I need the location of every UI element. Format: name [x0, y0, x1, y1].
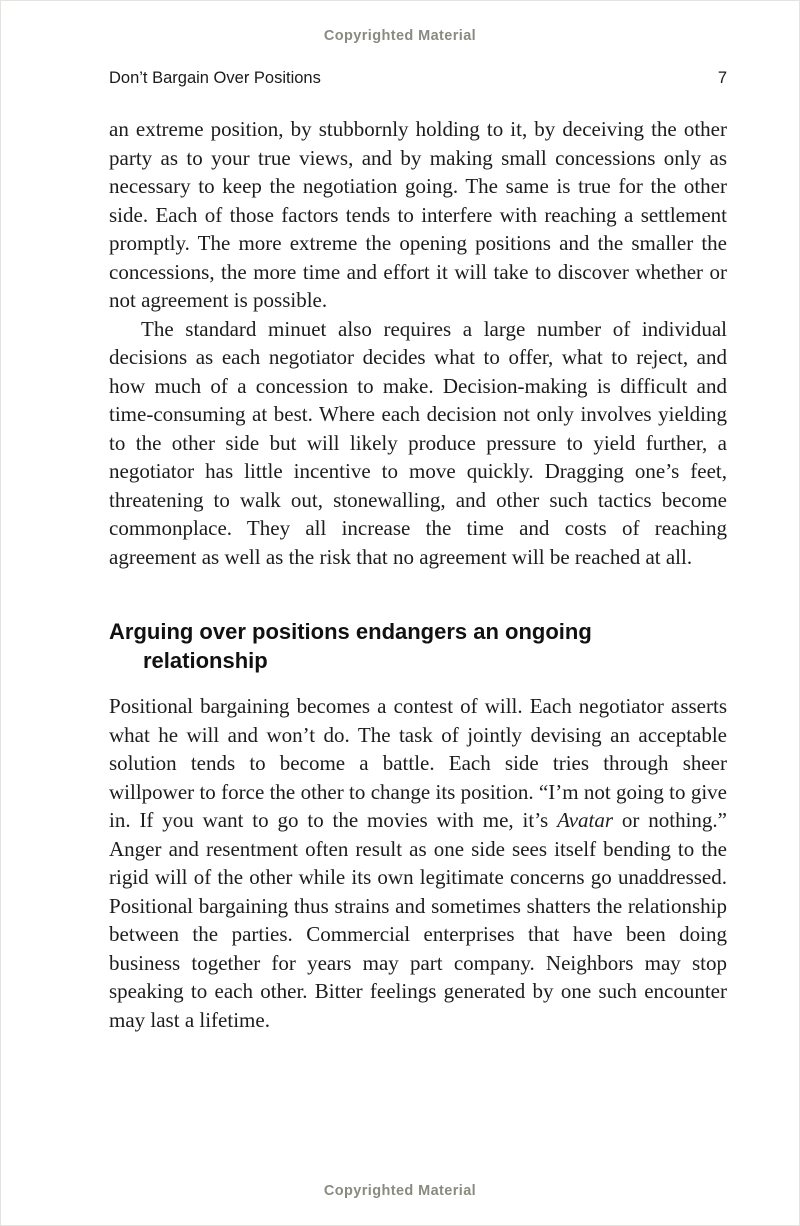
paragraph-1: an extreme position, by stubbornly holding to it, by deceiving the other party as to your true views, and by making small concessions only as necessary to keep the negotiation going. The same is true for the other side. Each of those factors tends to interfere with reaching a settlement promptly. The more extreme the opening positions and the smaller the concessions, the more time and effort it will take to discover whether or not agreement is possible. — [109, 117, 727, 312]
copyright-notice-top: Copyrighted Material — [323, 28, 477, 44]
paragraph-3-text-after: or nothing.” Anger and resentment often result as one side sees itself bending to the rigid will of the other while its own legitimate concerns go unaddressed. Positional bargaining thus strains and sometimes shatters the relationship between the parties. Commercial enterprises that have been doing business together for years may part company. Neighbors may stop speaking to each other. Bitter feelings generated by one such encounter may last a lifetime. — [109, 808, 728, 1032]
section-heading — [109, 617, 727, 675]
copyright-notice-bottom: Copyrighted Material — [323, 1183, 477, 1199]
running-header — [109, 69, 727, 88]
section-heading-line1: Arguing over positions endangers an ongoing — [109, 619, 592, 644]
running-header-title: Don’t Bargain Over Positions — [109, 69, 321, 87]
paragraph-3-italic-word: Avatar — [557, 808, 614, 832]
page-number: 7 — [717, 69, 727, 87]
section-heading-line2: relationship — [143, 648, 268, 673]
body-text — [109, 115, 727, 1034]
paragraph-2: The standard minuet also requires a large number of individual decisions as each negotiator decides what to offer, what to reject, and how much of a concession to make. Decision-making is difficult and time-consuming at best. Where each decision not only involves yielding to the other side but will likely produce pressure to yield further, a negotiator has little incentive to move quickly. Dragging one’s feet, threatening to walk out, stonewalling, and other such tactics become commonplace. They all increase the time and costs of reaching agreement as well as the risk that no agreement will be reached at all. — [109, 316, 727, 569]
paragraph-3 — [109, 692, 727, 1034]
paragraph-3-text-before: Positional bargaining becomes a contest of will. Each negotiator asserts what he will and won’t do. The task of jointly devising an acceptable solution tends to become a battle. Each side tries through sheer willpower to force the other to change its position. “I’m not going to give in. If you want to go to the movies with me, it’s — [109, 694, 727, 832]
